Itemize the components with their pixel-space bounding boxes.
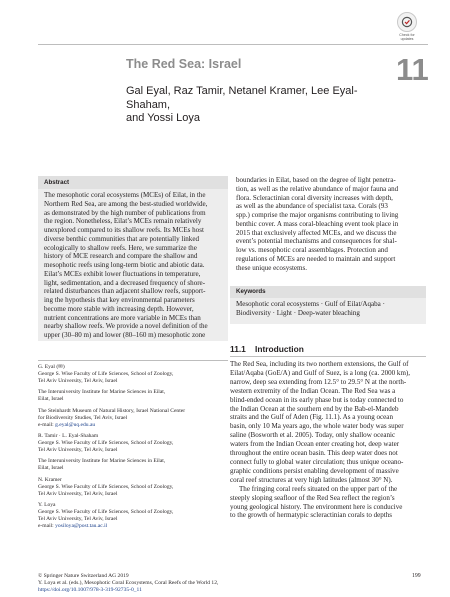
chapter-title: The Red Sea: Israel	[126, 57, 242, 71]
affiliations	[38, 364, 228, 534]
page-number: 199	[412, 573, 421, 579]
affiliation-line: Eilat, Israel	[38, 396, 64, 403]
authors-line: and Yossi Loya	[126, 112, 201, 124]
affiliation-line: The Interuniversity Institute for Marine Sciences in Eilat,	[38, 458, 166, 465]
intro-line: The fringing coral reefs situated on the upper part of the	[239, 484, 398, 493]
abstract-line: become more stable with increasing depth. However,	[44, 304, 194, 313]
check-for-updates-label: Check for updates	[399, 33, 415, 41]
affiliation-line: George S. Wise Faculty of Life Sciences, School of Zoology,	[38, 483, 174, 490]
affiliation-line: George S. Wise Faculty of Life Sciences, School of Zoology,	[38, 439, 174, 446]
intro-line: to the growth of hermatypic scleractinian corals to depths	[230, 511, 393, 520]
abstract-line: upper (30–80 m) and lower (80–160 m) mesophotic zone	[44, 331, 206, 339]
abstract-line: the region. Nonetheless, Eilat’s MCEs remain relatively	[44, 217, 202, 226]
abstract-line: event’s potential mechanisms and consequences for shal-	[236, 237, 397, 246]
abstract-line: Northern Red Sea, are among the best-studied worldwide,	[44, 199, 208, 208]
doi-link[interactable]: https://doi.org/10.1007/978-3-319-92735-0_11	[38, 586, 142, 593]
abstract-line: flora. Scleractinian coral diversity increases with depth,	[236, 193, 393, 202]
copyright-line: © Springer Nature Switzerland AG 2019	[38, 573, 129, 579]
abstract-line: benthic cover. A mass coral-bleaching event took place in	[236, 219, 399, 228]
abstract-line: tion, as well as the relative abundance of major fauna and	[236, 184, 399, 193]
intro-line: The Red Sea, including its two northern extensions, the Gulf of	[230, 360, 409, 368]
affiliation-line: George S. Wise Faculty of Life Sciences, School of Zoology,	[38, 508, 174, 515]
keywords-text	[236, 300, 420, 318]
intro-line: basin, only 10 Ma years ago, the whole water body was super	[230, 422, 404, 431]
affiliation-block	[38, 433, 228, 454]
affiliation-line: The Steinhardt Museum of Natural History, Israel National Center	[38, 407, 186, 414]
intro-line: Eilat/Aqaba (GoE/A) and Gulf of Suez, is a long (ca. 2000 km),	[230, 368, 411, 377]
abstract-line: related disturbances than adjacent shallow reefs, support-	[44, 287, 206, 296]
email-label: e-mail:	[38, 522, 56, 529]
intro-line: steeply sloping seafloor of the Red Sea reflect the region’s	[230, 493, 395, 502]
abstract-line: as demonstrated by the high number of publications from	[44, 208, 206, 217]
check-for-updates-badge[interactable]	[394, 12, 420, 41]
intro-paragraph-1	[230, 360, 426, 485]
abstract-heading: Abstract	[38, 176, 228, 189]
affiliation-line: for Biodiversity Studies, Tel Aviv, Israel	[38, 414, 128, 421]
affiliation-block	[38, 389, 228, 403]
section-number: 11.1	[230, 344, 246, 354]
intro-line: blind-ended ocean in its early phase but is today connected to	[230, 395, 404, 404]
abstract-continuation	[236, 176, 426, 272]
affiliation-email-row	[38, 422, 228, 429]
intro-line: waters from the Indian Ocean enter creating hot, deep water	[230, 440, 400, 449]
intro-line: coral reef structures at very high latitudes (almost 30° N).	[230, 475, 393, 484]
abstract-line: The mesophotic coral ecosystems (MCEs) of Eilat, in the	[44, 191, 206, 199]
abstract-line: light, sedimentation, and a decreased frequency of shore-	[44, 278, 206, 287]
intro-line: narrow, deep sea extending from 12.5° to 29.5° N at the north-	[230, 377, 407, 386]
intro-line: the Indian Ocean at the southern end by the Bab-el-Mandeb	[230, 404, 399, 413]
abstract-line: nutrient concentrations are more variable in MCEs than	[44, 313, 201, 322]
abstract-line: these unique ecosystems.	[236, 263, 308, 272]
intro-line: young geological history. The environment here is conducive	[230, 502, 403, 511]
affiliation-block	[38, 477, 228, 498]
abstract-line: spp.) comprise the major organisms contributing to living	[236, 211, 399, 219]
intro-paragraph-2	[230, 485, 426, 521]
abstract-text	[44, 191, 222, 340]
abstract-line: 2015 that exclusively affected MCEs, and we discuss the	[236, 228, 397, 237]
keywords-heading: Keywords	[230, 286, 426, 298]
affiliation-block	[38, 364, 228, 385]
intro-line: throughout the entire ocean basin. This deep water does not	[230, 449, 398, 458]
header-rule	[38, 44, 428, 45]
abstract-line: mesophotic reefs using long-term biotic and abiotic data.	[44, 261, 205, 269]
abstract-line: ing the hypothesis that key environmental parameters	[44, 296, 195, 304]
abstract-line: diverse benthic communities that are potentially linked	[44, 234, 199, 243]
check-for-updates-icon	[397, 12, 417, 32]
section-title: Introduction	[255, 344, 304, 354]
intro-line: western extremity of the Indian Ocean. The Red Sea was a	[230, 386, 396, 395]
section-heading	[230, 344, 304, 354]
affiliation-line: N. Kramer	[38, 476, 62, 483]
abstract-line: Eilat’s MCEs exhibit lower fluctuations in temperature,	[44, 269, 201, 278]
keywords-line: Biodiversity · Light · Deep-water bleaching	[236, 309, 360, 317]
introduction-text	[230, 360, 426, 520]
keywords-box	[230, 286, 426, 324]
intro-line: connect fully to global water circulation; thus unique oceano-	[230, 457, 404, 466]
abstract-line: regulations of MCEs are needed to maintain and support	[236, 254, 396, 263]
abstract-line: low vs. mesophotic coral assemblages. Protection and	[236, 246, 388, 254]
affiliations-rule	[38, 360, 228, 361]
affiliation-email-row	[38, 523, 228, 530]
email-link[interactable]: g.eyal@uq.edu.au	[55, 421, 96, 428]
abstract-box	[38, 176, 228, 341]
abstract-line: boundaries in Eilat, based on the degree of light penetra-	[236, 176, 396, 184]
chapter-authors	[126, 85, 376, 126]
abstract-line: unexplored compared to its shallow reefs. Its MCEs host	[44, 226, 204, 234]
page-footer	[38, 573, 338, 594]
affiliation-line: Tel Aviv University, Tel Aviv, Israel	[38, 446, 118, 453]
authors-line: Gal Eyal, Raz Tamir, Netanel Kramer, Lee Eyal-Shaham,	[126, 85, 358, 111]
affiliation-line: R. Tamir · L. Eyal-Shaham	[38, 433, 99, 440]
intro-line: graphic conditions persist enabling development of massive	[230, 466, 399, 475]
abstract-line: ecologically to shallow reefs. Here, we summarize the	[44, 243, 197, 252]
email-link[interactable]: yosiloya@post.tau.ac.il	[55, 522, 108, 529]
affiliation-line: Tel Aviv University, Tel Aviv, Israel	[38, 515, 118, 522]
affiliation-line: Tel Aviv University, Tel Aviv, Israel	[38, 377, 118, 384]
affiliation-block	[38, 458, 228, 472]
affiliation-line: Tel Aviv University, Tel Aviv, Israel	[38, 490, 118, 497]
affiliation-line: G. Eyal (✉)	[38, 364, 65, 370]
affiliation-block	[38, 408, 228, 429]
affiliation-line: The Interuniversity Institute for Marine Sciences in Eilat,	[38, 389, 166, 396]
abstract-line: history of MCE research and compare the shallow and	[44, 252, 198, 261]
section-rule	[230, 356, 426, 357]
affiliation-line: Y. Loya	[38, 502, 56, 509]
abstract-line: nearby shallow reefs. We provide a novel definition of the	[44, 322, 208, 331]
affiliation-line: George S. Wise Faculty of Life Sciences, School of Zoology,	[38, 370, 174, 377]
chapter-number: 11	[396, 52, 429, 87]
keywords-line: Mesophotic coral ecosystems · Gulf of Eilat/Aqaba ·	[236, 300, 385, 308]
affiliation-line: Eilat, Israel	[38, 465, 64, 472]
email-label: e-mail:	[38, 421, 56, 428]
intro-line: straits and the Gulf of Aden (Fig. 11.1). As a young ocean	[230, 413, 393, 422]
intro-line: saline (Bosworth et al. 2005). Today, only shallow oceanic	[230, 431, 396, 440]
affiliation-block	[38, 502, 228, 530]
citation-line: Y. Loya et al. (eds.), Mesophotic Coral Ecosystems, Coral Reefs of the World 12,	[38, 579, 219, 586]
abstract-line: as well as the abundance of specialist taxa. Corals (93	[236, 202, 388, 211]
